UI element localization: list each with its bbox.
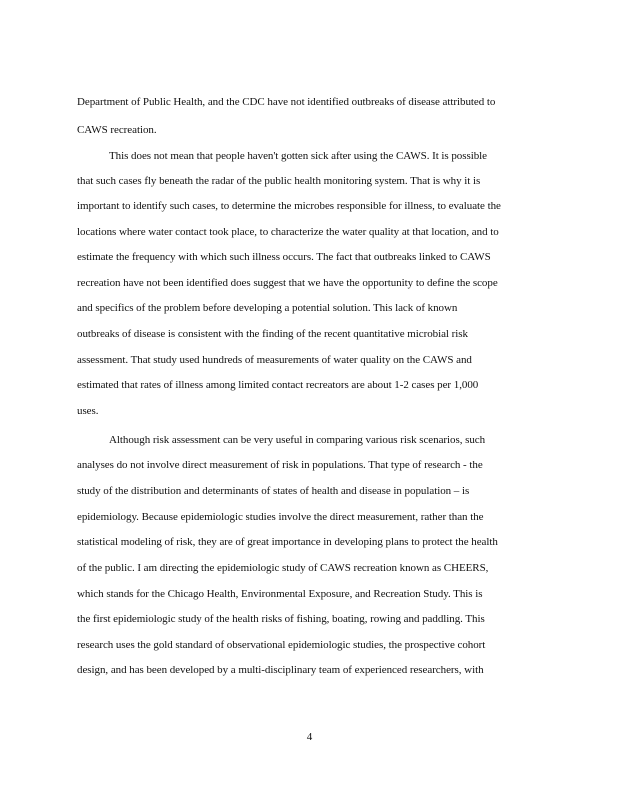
text-line: study of the distribution and determinants of states of health and disease in population – is <box>77 485 470 497</box>
text-line: estimate the frequency with which such illness occurs. The fact that outbreaks linked to CAWS <box>77 251 491 263</box>
text-line: design, and has been developed by a multi-disciplinary team of experienced researchers, with <box>77 664 484 676</box>
text-line: uses. <box>77 405 99 417</box>
text-line: epidemiology. Because epidemiologic studies involve the direct measurement, rather than the <box>77 511 484 523</box>
text-line: locations where water contact took place, to characterize the water quality at that location, and to <box>77 226 499 238</box>
text-line: that such cases fly beneath the radar of the public health monitoring system. That is why it is <box>77 175 481 187</box>
text-line: analyses do not involve direct measurement of risk in populations. That type of research - the <box>77 459 483 471</box>
text-line: assessment. That study used hundreds of measurements of water quality on the CAWS and <box>77 354 472 366</box>
page-number: 4 <box>306 731 313 743</box>
text-line: Department of Public Health, and the CDC have not identified outbreaks of disease attributed to <box>77 96 496 108</box>
text-line: CAWS recreation. <box>77 124 157 136</box>
text-line: Although risk assessment can be very useful in comparing various risk scenarios, such <box>109 434 486 446</box>
text-line: recreation have not been identified does suggest that we have the opportunity to define the scope <box>77 277 498 289</box>
text-line: the first epidemiologic study of the health risks of fishing, boating, rowing and paddling. This <box>77 613 485 625</box>
text-line: This does not mean that people haven't gotten sick after using the CAWS. It is possible <box>109 150 488 162</box>
text-line: estimated that rates of illness among limited contact recreators are about 1-2 cases per 1,000 <box>77 379 479 391</box>
text-line: and specifics of the problem before developing a potential solution. This lack of known <box>77 302 458 314</box>
text-line: of the public. I am directing the epidemiologic study of CAWS recreation known as CHEERS, <box>77 562 489 574</box>
text-line: research uses the gold standard of observational epidemiologic studies, the prospective cohort <box>77 639 486 651</box>
text-line: important to identify such cases, to determine the microbes responsible for illness, to evaluate the <box>77 200 501 212</box>
text-line: statistical modeling of risk, they are of great importance in developing plans to protect the health <box>77 536 498 548</box>
text-line: outbreaks of disease is consistent with the finding of the recent quantitative microbial risk <box>77 328 468 340</box>
text-line: which stands for the Chicago Health, Environmental Exposure, and Recreation Study. This is <box>77 588 483 600</box>
